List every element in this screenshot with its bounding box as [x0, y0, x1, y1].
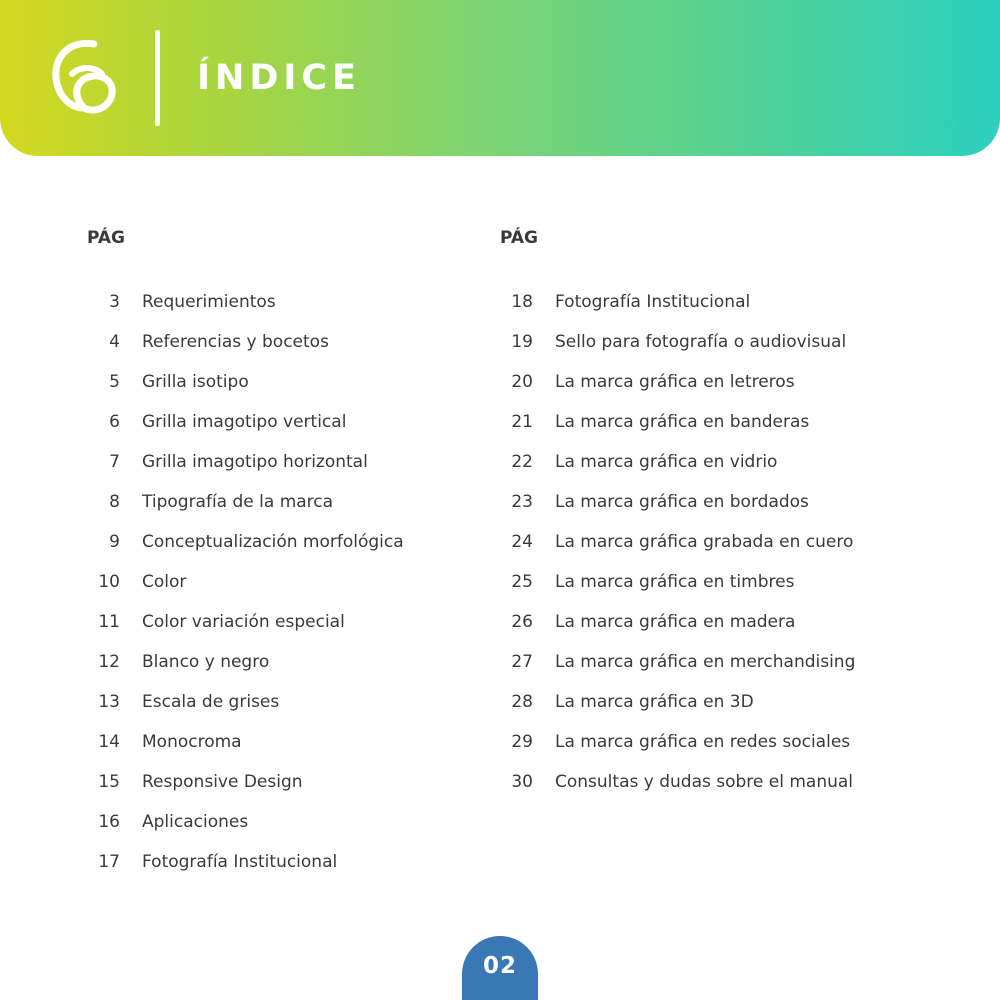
- toc-entry-title: La marca gráfica en letreros: [555, 372, 795, 392]
- toc-entry[interactable]: [87, 682, 467, 722]
- toc-entry-title: Tipografía de la marca: [142, 492, 334, 512]
- toc-entry-title: La marca gráfica en merchandising: [555, 652, 856, 672]
- toc-entry-page-number: 12: [98, 652, 120, 672]
- header-banner: [0, 0, 1000, 156]
- toc-entry-title: Color: [142, 572, 187, 592]
- toc-entry[interactable]: [87, 522, 467, 562]
- toc-entry-page-number: 26: [511, 612, 533, 632]
- toc-entry-page-number: 29: [511, 732, 533, 752]
- page-number-tab: [462, 936, 538, 1000]
- toc-entry-title: Color variación especial: [142, 612, 345, 632]
- toc-entry-title: Sello para fotografía o audiovisual: [555, 332, 847, 352]
- toc-entry[interactable]: [500, 362, 920, 402]
- toc-entry-page-number: 20: [511, 372, 533, 392]
- toc-entry-page-number: 22: [511, 452, 533, 472]
- toc-entry-title: La marca gráfica grabada en cuero: [555, 532, 854, 552]
- toc-entry[interactable]: [500, 402, 920, 442]
- toc-entry-page-number: 30: [511, 772, 533, 792]
- toc-entry-title: Referencias y bocetos: [142, 332, 329, 352]
- toc-entry[interactable]: [87, 602, 467, 642]
- toc-entry[interactable]: [500, 282, 920, 322]
- brand-logo-icon: [50, 38, 120, 118]
- toc-entry[interactable]: [500, 722, 920, 762]
- toc-entry-page-number: 14: [98, 732, 120, 752]
- toc-entry-page-number: 8: [109, 492, 120, 512]
- toc-entry-page-number: 10: [98, 572, 120, 592]
- toc-entry[interactable]: [87, 482, 467, 522]
- toc-entry[interactable]: [500, 482, 920, 522]
- toc-entry-title: Grilla imagotipo vertical: [142, 412, 347, 432]
- toc-column-right: [500, 225, 920, 802]
- toc-entry[interactable]: [500, 562, 920, 602]
- toc-entry-page-number: 15: [98, 772, 120, 792]
- page-number: 02: [482, 953, 517, 979]
- toc-entry-title: La marca gráfica en 3D: [555, 692, 754, 712]
- toc-entry-title: Fotografía Institucional: [555, 292, 751, 312]
- toc-entry[interactable]: [87, 282, 467, 322]
- toc-entry[interactable]: [500, 602, 920, 642]
- toc-entry[interactable]: [87, 362, 467, 402]
- toc-entry-page-number: 5: [109, 372, 120, 392]
- toc-entry-title: Aplicaciones: [142, 812, 249, 832]
- toc-entry[interactable]: [87, 762, 467, 802]
- toc-list-left: [87, 282, 467, 882]
- toc-entry-title: La marca gráfica en madera: [555, 612, 796, 632]
- toc-entry-page-number: 7: [109, 452, 120, 472]
- toc-entry-page-number: 17: [98, 852, 120, 872]
- toc-entry[interactable]: [87, 722, 467, 762]
- pag-column-label: PÁG: [500, 228, 539, 248]
- toc-entry[interactable]: [500, 522, 920, 562]
- toc-entry[interactable]: [87, 322, 467, 362]
- toc-entry-page-number: 27: [511, 652, 533, 672]
- toc-entry[interactable]: [87, 802, 467, 842]
- toc-entry-title: Grilla imagotipo horizontal: [142, 452, 368, 472]
- toc-entry[interactable]: [87, 402, 467, 442]
- toc-entry[interactable]: [500, 442, 920, 482]
- toc-entry[interactable]: [500, 322, 920, 362]
- toc-entry-page-number: 19: [511, 332, 533, 352]
- toc-entry-page-number: 6: [109, 412, 120, 432]
- toc-entry-page-number: 25: [511, 572, 533, 592]
- toc-entry[interactable]: [500, 762, 920, 802]
- toc-entry-page-number: 28: [511, 692, 533, 712]
- pag-column-label: PÁG: [87, 228, 126, 248]
- toc-entry-page-number: 18: [511, 292, 533, 312]
- toc-entry-page-number: 3: [109, 292, 120, 312]
- toc-entry[interactable]: [500, 682, 920, 722]
- toc-entry-page-number: 23: [511, 492, 533, 512]
- toc-entry-title: La marca gráfica en timbres: [555, 572, 795, 592]
- toc-entry[interactable]: [500, 642, 920, 682]
- toc-entry[interactable]: [87, 562, 467, 602]
- toc-entry-page-number: 24: [511, 532, 533, 552]
- toc-entry-title: Fotografía Institucional: [142, 852, 338, 872]
- toc-entry-title: Grilla isotipo: [142, 372, 249, 392]
- toc-entry-title: Blanco y negro: [142, 652, 270, 672]
- toc-entry-page-number: 11: [98, 612, 120, 632]
- toc-entry-title: La marca gráfica en redes sociales: [555, 732, 851, 752]
- header-divider: [155, 30, 160, 126]
- toc-entry-page-number: 21: [511, 412, 533, 432]
- toc-entry-page-number: 9: [109, 532, 120, 552]
- toc-entry[interactable]: [87, 842, 467, 882]
- toc-entry-title: Escala de grises: [142, 692, 280, 712]
- toc-entry-title: La marca gráfica en vidrio: [555, 452, 778, 472]
- toc-column-left: [87, 225, 467, 882]
- toc-entry[interactable]: [87, 642, 467, 682]
- toc-entry-title: Requerimientos: [142, 292, 276, 312]
- toc-entry[interactable]: [87, 442, 467, 482]
- toc-entry-title: La marca gráfica en bordados: [555, 492, 809, 512]
- toc-entry-title: Monocroma: [142, 732, 242, 752]
- toc-entry-title: Responsive Design: [142, 772, 303, 792]
- toc-entry-title: Consultas y dudas sobre el manual: [555, 772, 854, 792]
- toc-entry-title: Conceptualización morfológica: [142, 532, 404, 552]
- toc-entry-page-number: 16: [98, 812, 120, 832]
- toc-list-right: [500, 282, 920, 802]
- page-title: ÍNDICE: [197, 58, 361, 98]
- toc-entry-page-number: 13: [98, 692, 120, 712]
- toc-entry-page-number: 4: [109, 332, 120, 352]
- toc-entry-title: La marca gráfica en banderas: [555, 412, 810, 432]
